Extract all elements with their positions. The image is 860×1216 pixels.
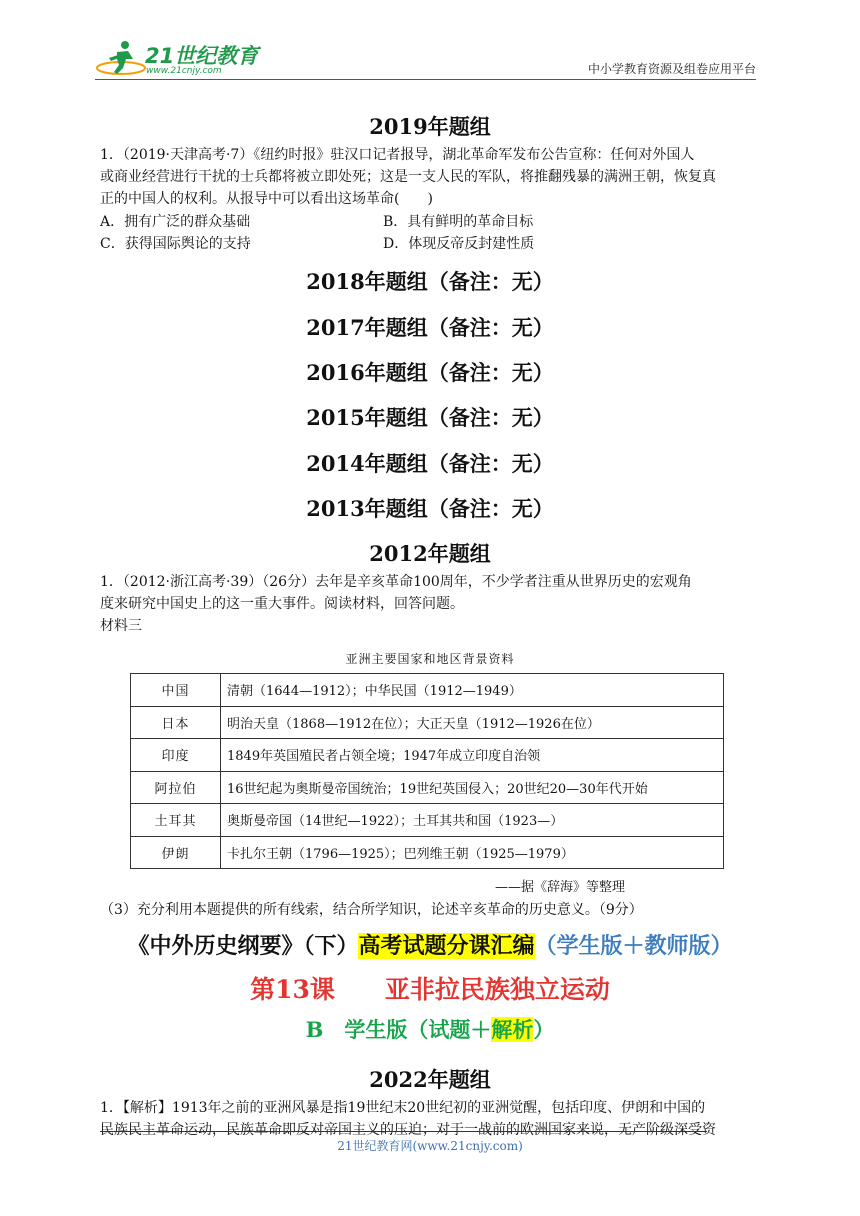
section-title-2018: 2018年题组（备注：无）	[306, 269, 554, 294]
table-row	[131, 836, 724, 869]
lesson-title: 第13课 亚非拉民族独立运动	[250, 975, 610, 1004]
country-cell: 日本	[131, 706, 221, 739]
table-row	[131, 706, 724, 739]
section-title-2015: 2015年题组（备注：无）	[306, 405, 554, 430]
question-2012-stem	[100, 571, 762, 637]
answer-2022	[100, 1097, 762, 1141]
answer-line: 民族民主革命运动，民族革命即反对帝国主义的压迫；对于一战前的欧洲国家来说，无产阶级深受资	[100, 1122, 716, 1138]
banner-highlight: 高考试题分课汇编	[358, 933, 535, 959]
banner-book-title: 《中外历史纲要》（下）	[127, 933, 359, 959]
footer-divider	[100, 1131, 707, 1132]
option-a: A．拥有广泛的群众基础	[100, 214, 251, 230]
option-b: B．具有鲜明的革命目标	[383, 214, 534, 230]
option-d: D．体现反帝反封建性质	[383, 236, 535, 252]
table-row	[131, 771, 724, 804]
info-cell: 清朝（1644—1912）；中华民国（1912—1949）	[221, 674, 724, 707]
stem-line: 1．（2012·浙江高考·39）（26分）去年是辛亥革命100周年，不少学者注重从世界历史的宏观角	[100, 574, 692, 590]
country-cell: 土耳其	[131, 804, 221, 837]
answer-text: 1913年之前的亚洲风暴是指19世纪末20世纪初的亚洲觉醒，包括印度、伊朗和中国的	[171, 1100, 706, 1116]
table-row	[131, 674, 724, 707]
table-row	[131, 739, 724, 772]
country-cell: 印度	[131, 739, 221, 772]
table-caption: 亚洲主要国家和地区背景资料	[345, 652, 515, 666]
edition-label: B 学生版（试题＋	[305, 1017, 492, 1042]
info-cell: 16世纪起为奥斯曼帝国统治；19世纪英国侵入；20世纪20—30年代开始	[221, 771, 724, 804]
question-2019-stem	[100, 144, 762, 210]
table-row	[131, 804, 724, 837]
question-part-3: （3）充分利用本题提供的所有线索，结合所学知识，论述辛亥革命的历史意义。（9分）	[100, 902, 643, 918]
stem-line: 1．（2019·天津高考·7）《纽约时报》驻汉口记者报导，湖北革命军发布公告宣称：任何对外国人	[100, 147, 695, 163]
collection-banner	[0, 929, 860, 960]
section-title-2012: 2012年题组	[369, 541, 491, 566]
country-cell: 阿拉伯	[131, 771, 221, 804]
edition-highlight: 解析	[491, 1017, 534, 1042]
section-title-2016: 2016年题组（备注：无）	[306, 360, 554, 385]
material-label: 材料三	[100, 618, 142, 634]
footer-text: 21世纪教育网(www.21cnjy.com)	[337, 1139, 523, 1153]
section-title-2017: 2017年题组（备注：无）	[306, 315, 554, 340]
logo-text: 21世纪教育	[145, 44, 259, 68]
stem-line: 或商业经营进行干扰的士兵都将被立即处死；这是一支人民的军队，将推翻残暴的满洲王朝，恢复真	[100, 169, 716, 185]
header-divider	[95, 79, 756, 80]
answer-line	[100, 1097, 762, 1119]
stem-line: 正的中国人的权利。从报导中可以看出这场革命( )	[100, 191, 433, 207]
edition-title	[0, 1014, 860, 1044]
answer-prefix: 1．【解析】	[100, 1100, 172, 1116]
section-title-2014: 2014年题组（备注：无）	[306, 451, 554, 476]
stem-line: 度来研究中国史上的这一重大事件。阅读材料，回答问题。	[100, 596, 464, 612]
platform-name: 中小学教育资源及组卷应用平台	[587, 62, 756, 76]
table-source: ——据《辞海》等整理	[495, 880, 626, 895]
country-cell: 伊朗	[131, 836, 221, 869]
country-cell: 中国	[131, 674, 221, 707]
info-cell: 1849年英国殖民者占领全境；1947年成立印度自治领	[221, 739, 724, 772]
info-cell: 奥斯曼帝国（14世纪—1922）；土耳其共和国（1923—）	[221, 804, 724, 837]
banner-edition: （学生版＋教师版）	[534, 933, 733, 959]
info-cell: 明治天皇（1868—1912在位）；大正天皇（1912—1926在位）	[221, 706, 724, 739]
section-title-2013: 2013年题组（备注：无）	[306, 496, 554, 521]
background-table	[130, 673, 724, 869]
edition-close: ）	[533, 1017, 555, 1042]
info-cell: 卡扎尔王朝（1796—1925）；巴列维王朝（1925—1979）	[221, 836, 724, 869]
section-title-2019: 2019年题组	[369, 114, 491, 139]
option-c: C．获得国际舆论的支持	[100, 236, 251, 252]
section-title-2022: 2022年题组	[369, 1067, 491, 1092]
logo-url: www.21cnjy.com	[146, 66, 222, 76]
